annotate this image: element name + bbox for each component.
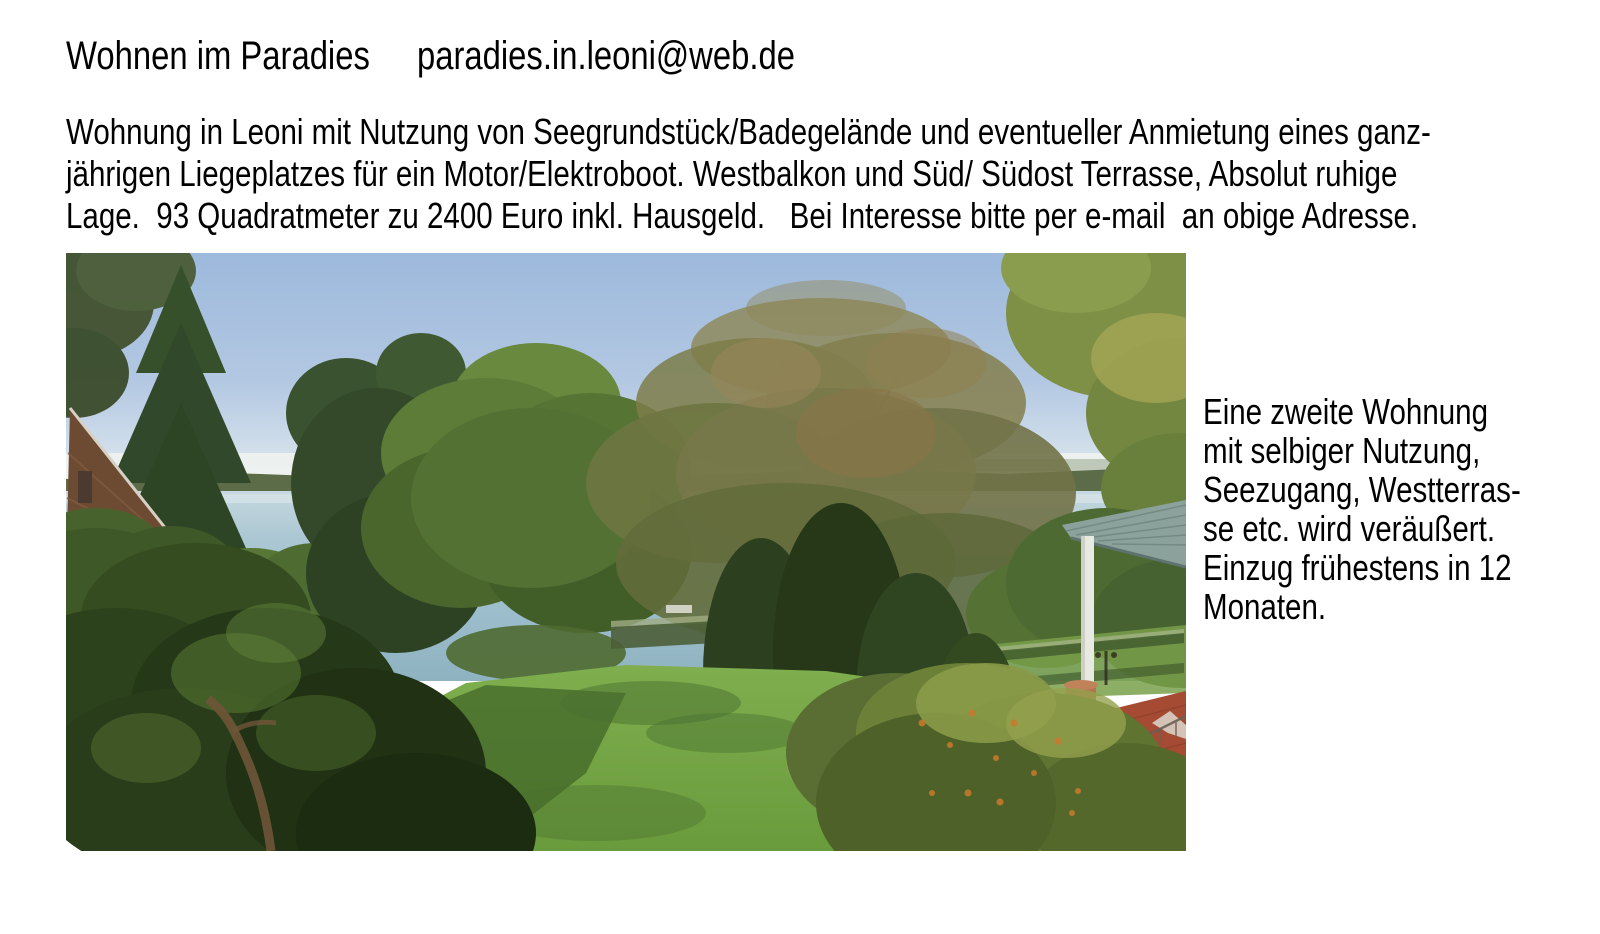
- contact-email: paradies.in.leoni@web.de: [417, 34, 795, 78]
- listing-description: [66, 111, 1600, 237]
- second-apartment-note-line: Seezugang, Westterras-: [1203, 469, 1521, 510]
- chimney: [78, 471, 92, 503]
- garden-lake-photo-art: [66, 253, 1186, 851]
- second-apartment-note-line: Einzug frühestens in 12: [1203, 547, 1512, 588]
- listing-description-line: jährigen Liegeplatzes für ein Motor/Elektroboot. Westbalkon und Süd/ Südost Terrasse, Absolut ruhige: [66, 153, 1398, 194]
- second-apartment-note-line: Eine zweite Wohnung: [1203, 391, 1489, 432]
- listing-description-line: Lage. 93 Quadratmeter zu 2400 Euro inkl. Hausgeld. Bei Interesse bitte per e-mail an obige Adresse.: [66, 195, 1419, 236]
- second-apartment-note-line: mit selbiger Nutzung,: [1203, 430, 1481, 471]
- garden-lake-photo: [66, 253, 1186, 851]
- listing-description-line: Wohnung in Leoni mit Nutzung von Seegrundstück/Badegelände und eventueller Anmietung eines ganz-: [66, 111, 1431, 152]
- flyer-title: Wohnen im Paradies: [66, 34, 370, 78]
- second-apartment-note-line: se etc. wird veräußert.: [1203, 508, 1496, 549]
- second-apartment-note: [1203, 392, 1591, 626]
- second-apartment-note-line: Monaten.: [1203, 586, 1327, 627]
